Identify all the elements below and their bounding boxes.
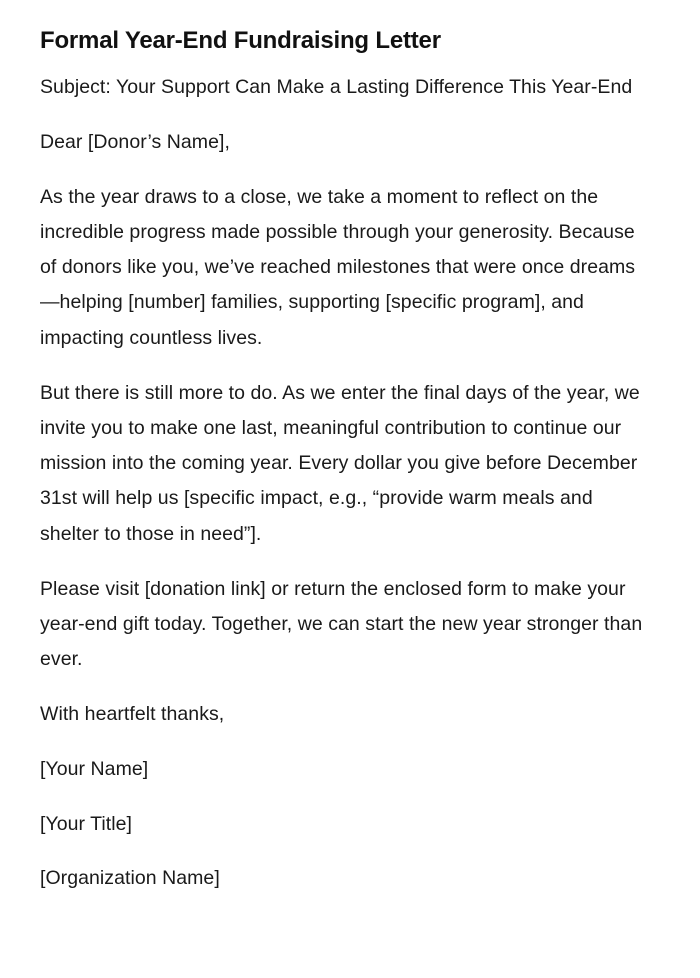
document-title: Formal Year-End Fundraising Letter [40, 27, 441, 54]
closing-line: With heartfelt thanks, [40, 702, 225, 725]
signature-organization: [Organization Name] [40, 867, 220, 890]
letter-document [40, 22, 648, 916]
subject-line: Subject: Your Support Can Make a Lasting Difference This Year-End [40, 76, 633, 98]
signature-title: [Your Title] [40, 812, 133, 835]
body-paragraph-2: But there is still more to do. As we enter the final days of the year, we invite you to make one last, meaningful contribution to continue our mission into the coming year. Every dollar you give before December 31st will help us [specific impact, e.g., “provide warm meals and shelter to those in need”]. [40, 381, 640, 545]
body-paragraph-1: As the year draws to a close, we take a moment to reflect on the incredible progress made possible through your generosity. Because of donors like you, we’ve reached milestones that were once dreams—helping [number] families, supporting [specific program], and impacting countless lives. [40, 185, 636, 349]
body-paragraph-3: Please visit [donation link] or return the enclosed form to make your year-end gift today. Together, we can start the new year stronger than ever. [40, 577, 643, 671]
salutation: Dear [Donor’s Name], [40, 130, 230, 153]
signature-name: [Your Name] [40, 757, 149, 780]
